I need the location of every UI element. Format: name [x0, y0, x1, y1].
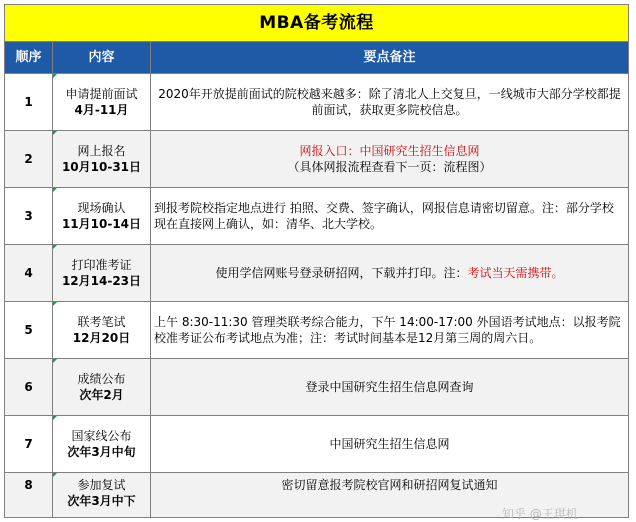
header-notes: 要点备注: [151, 42, 629, 74]
row-note: 登录中国研究生招生信息网查询: [151, 359, 629, 416]
row-content: [53, 131, 151, 188]
row-note: [151, 245, 629, 302]
row-content: [53, 302, 151, 359]
row-content-name: 现场确认: [77, 201, 126, 215]
table-row: [5, 416, 629, 473]
row-content-date: 次年3月中旬: [67, 445, 136, 459]
row-note: 到报考院校指定地点进行 拍照、交费、签字确认，网报信息请密切留意。注：部分学校现在直接网上确认，如：清华、北大学校。: [151, 188, 629, 245]
row-order: 3: [5, 188, 53, 245]
row-content-name: 打印准考证: [71, 258, 132, 272]
registration-link-text: 网报入口：中国研究生招生信息网: [299, 144, 480, 158]
row-content: [53, 359, 151, 416]
row-note-sub: （具体网报流程查看下一页：流程图）: [287, 160, 492, 174]
row-content-date: 次年3月中下: [67, 494, 136, 508]
row-order: 5: [5, 302, 53, 359]
row-content-date: 4月-11月: [74, 103, 129, 117]
row-content-date: 12月20日: [72, 331, 131, 345]
row-note: [151, 131, 629, 188]
watermark-text: 知乎 @王琪机: [502, 507, 578, 521]
row-note: 2020年开放提前面试的院校越来越多：除了清北人上交复旦，一线城市大部分学校都提前面试，获取更多院校信息。: [151, 74, 629, 131]
header-order: 顺序: [5, 42, 53, 74]
row-order: 7: [5, 416, 53, 473]
row-content-date: 11月10-14日: [61, 217, 142, 231]
table-title: MBA备考流程: [5, 5, 629, 42]
row-content-date: 10月10-31日: [61, 160, 142, 174]
row-content: [53, 188, 151, 245]
row-content: [53, 245, 151, 302]
row-content-date: 12月14-23日: [61, 274, 142, 288]
row-content-name: 网上报名: [77, 144, 126, 158]
row-note: 中国研究生招生信息网: [151, 416, 629, 473]
row-note-prefix: 使用学信网账号登录研招网，下载并打印。注：: [215, 266, 468, 280]
row-order: 8: [5, 473, 53, 518]
row-order: 1: [5, 74, 53, 131]
row-content-name: 联考笔试: [77, 315, 126, 329]
row-content-name: 国家线公布: [71, 429, 132, 443]
row-content-date: 次年2月: [79, 388, 124, 402]
row-order: 4: [5, 245, 53, 302]
table-row: [5, 131, 629, 188]
header-content: 内容: [53, 42, 151, 74]
table-row: [5, 188, 629, 245]
row-content-name: 成绩公布: [77, 372, 126, 386]
row-content-name: 参加复试: [77, 478, 126, 492]
table-row: [5, 74, 629, 131]
row-note-warning: 考试当天需携带。: [467, 266, 564, 280]
header-row: [5, 42, 629, 74]
table-row: [5, 245, 629, 302]
table-row: [5, 359, 629, 416]
row-content: [53, 416, 151, 473]
table-row: [5, 302, 629, 359]
row-note: 密切留意报考院校官网和研招网复试通知: [151, 473, 629, 518]
title-row: [5, 5, 629, 42]
row-note: 上午 8:30-11:30 管理类联考综合能力，下午 14:00-17:00 外国语考试地点：以报考院校准考证公布考试地点为准；注：考试时间基本是12月第三周的周六日。: [151, 302, 629, 359]
row-content: [53, 74, 151, 131]
row-content: [53, 473, 151, 518]
row-content-name: 申请提前面试: [65, 87, 138, 101]
mba-process-table: [4, 4, 629, 518]
row-order: 2: [5, 131, 53, 188]
row-order: 6: [5, 359, 53, 416]
